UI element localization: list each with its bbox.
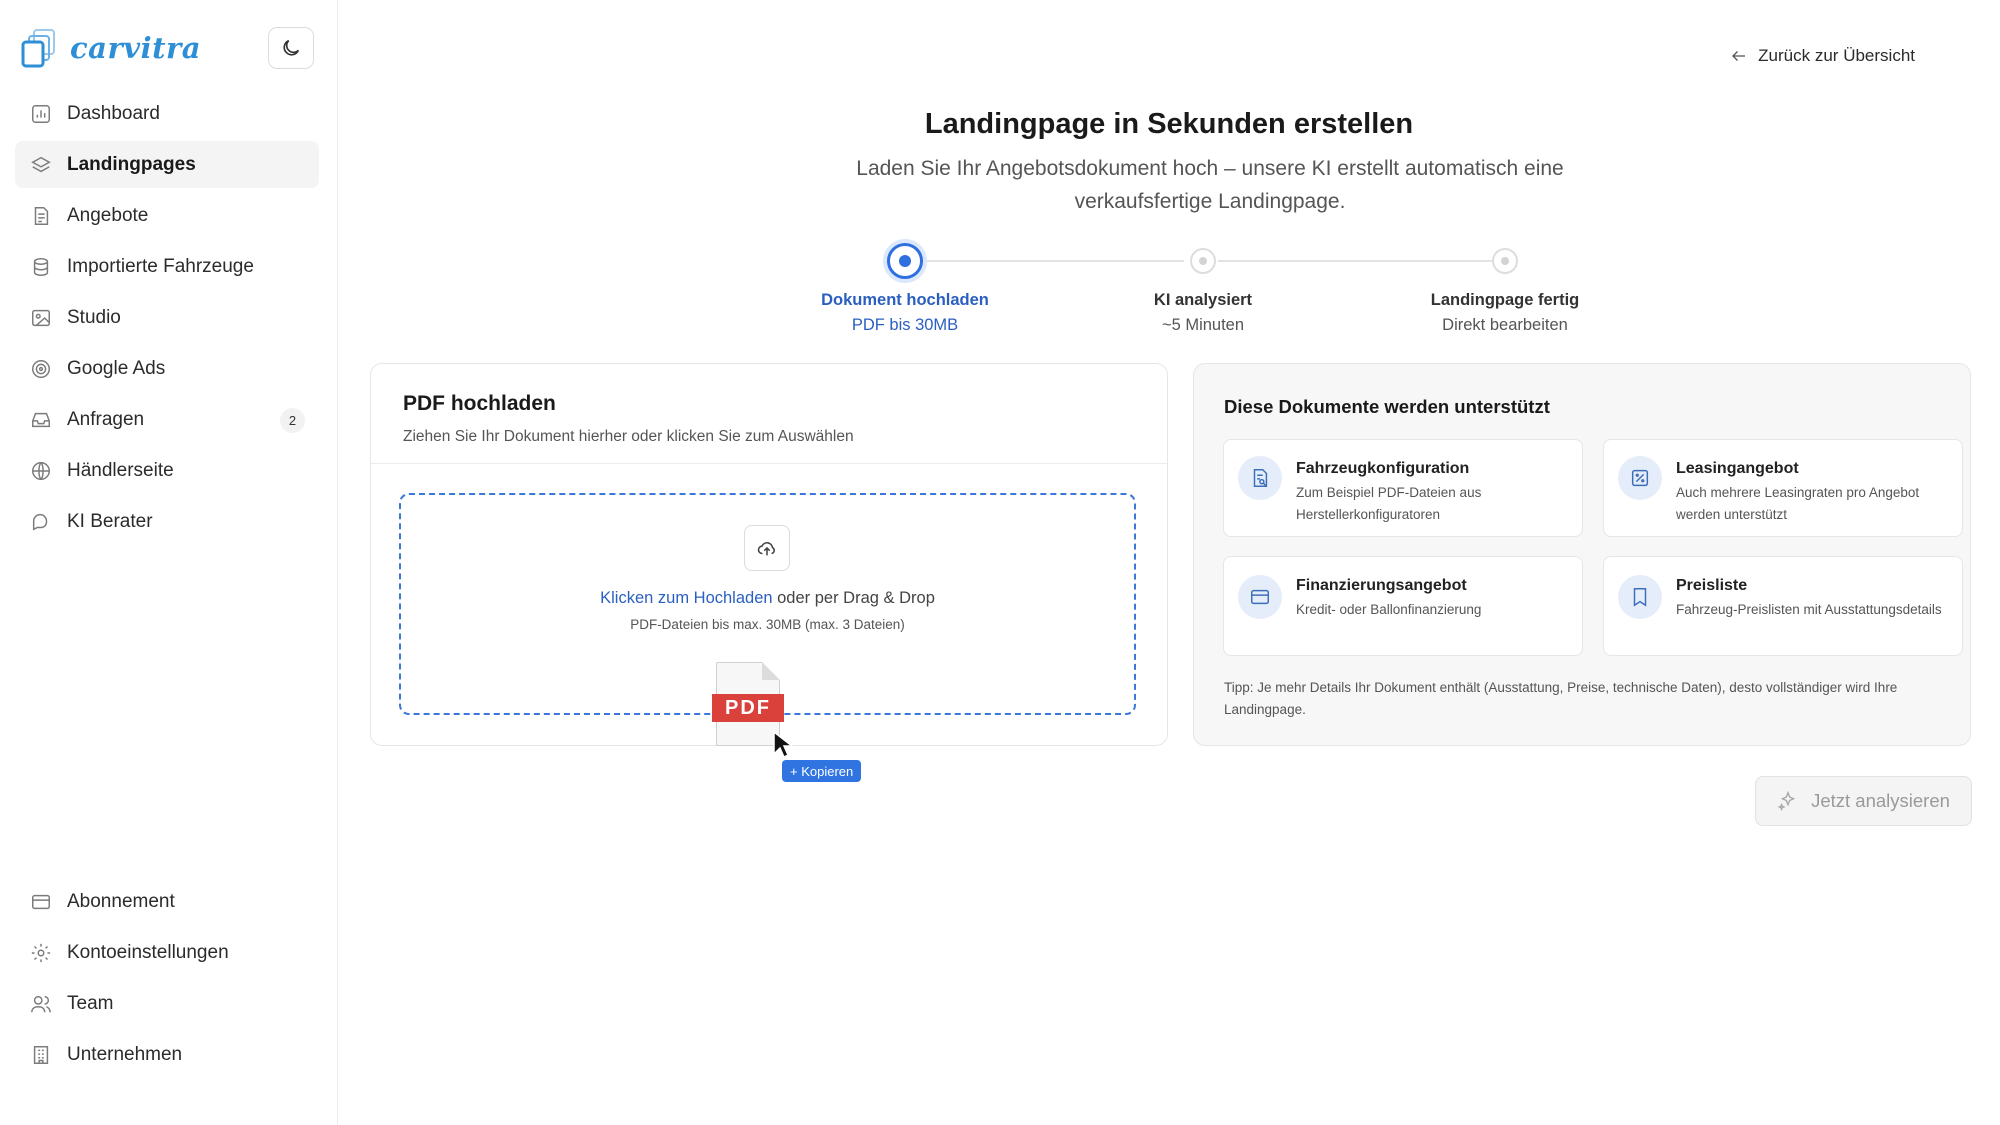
dragged-pdf-file [712, 660, 872, 780]
sidebar-item-team[interactable] [15, 980, 319, 1027]
step-3-label [1385, 291, 1625, 335]
step-connector [906, 260, 1184, 262]
anfragen-count-badge: 2 [280, 408, 305, 433]
doc-type-title: Finanzierungsangebot [1296, 577, 1467, 594]
document-icon [29, 204, 53, 228]
sidebar-item-ki-berater[interactable] [15, 498, 319, 545]
sidebar-nav [15, 90, 319, 549]
sidebar-item-unternehmen[interactable] [15, 1031, 319, 1078]
sidebar-item-label: Angebote [67, 204, 149, 226]
arrow-left-icon [1730, 47, 1748, 65]
doc-type-fahrzeugkonfiguration [1223, 439, 1583, 537]
sidebar-item-anfragen[interactable] [15, 396, 319, 443]
brand[interactable] [20, 26, 201, 70]
sidebar-item-abonnement[interactable] [15, 878, 319, 925]
upload-card-description: Ziehen Sie Ihr Dokument hierher oder klicken Sie zum Auswählen [403, 428, 854, 445]
sidebar-item-label: Team [67, 992, 114, 1014]
click-to-upload-link[interactable]: Klicken zum Hochladen [600, 589, 773, 607]
sidebar-item-label: Dashboard [67, 102, 160, 124]
sidebar-item-landingpages[interactable] [15, 141, 319, 188]
drag-drop-text: oder per Drag & Drop [772, 589, 935, 607]
upload-card-title: PDF hochladen [403, 392, 556, 415]
back-link-label: Zurück zur Übersicht [1758, 46, 1915, 65]
inbox-icon [29, 408, 53, 432]
users-icon [29, 992, 53, 1016]
step-title: Landingpage fertig [1430, 291, 1580, 309]
sidebar-item-label: KI Berater [67, 510, 153, 532]
sidebar-item-label: Importierte Fahrzeuge [67, 255, 254, 277]
progress-stepper [780, 244, 1640, 344]
upload-cloud-icon [744, 525, 790, 571]
gear-icon [29, 941, 53, 965]
page-subtitle: Laden Sie Ihr Angebotsdokument hoch – unsere KI erstellt automatisch eine verkaufsfertige Landingpage. [856, 157, 1564, 213]
credit-card-icon [1238, 575, 1282, 619]
page-title: Landingpage in Sekunden erstellen [924, 108, 1414, 140]
step-2-label [1083, 291, 1323, 335]
dropzone-hint: PDF-Dateien bis max. 30MB (max. 3 Dateien) [630, 617, 905, 632]
database-icon [29, 255, 53, 279]
copy-drop-badge: + Kopieren [782, 760, 861, 782]
sidebar-item-importierte-fahrzeuge[interactable] [15, 243, 319, 290]
chart-bar-icon [29, 102, 53, 126]
mouse-pointer-icon [772, 730, 794, 760]
step-2-indicator [1190, 248, 1216, 274]
analyze-button-label: Jetzt analysieren [1811, 790, 1950, 811]
sidebar-item-angebote[interactable] [15, 192, 319, 239]
back-to-overview-link[interactable] [1730, 46, 1915, 66]
doc-type-preisliste [1603, 556, 1963, 656]
step-1-indicator [887, 243, 923, 279]
carvitra-logo-icon [20, 26, 60, 70]
image-icon [29, 306, 53, 330]
moon-icon [280, 37, 302, 59]
dark-mode-toggle-button[interactable] [268, 27, 314, 69]
sidebar-item-label: Google Ads [67, 357, 166, 379]
doc-type-finanzierungsangebot [1223, 556, 1583, 656]
step-subtitle: Direkt bearbeiten [1442, 316, 1568, 334]
supported-documents-card [1193, 363, 1971, 746]
bookmark-icon [1618, 575, 1662, 619]
sidebar-item-dashboard[interactable] [15, 90, 319, 137]
step-title: Dokument hochladen [821, 291, 989, 309]
brand-name: carvitra [70, 31, 202, 65]
step-connector [1218, 260, 1502, 262]
sidebar-item-label: Unternehmen [67, 1043, 183, 1065]
doc-type-description: Auch mehrere Leasingraten pro Angebot werden unterstützt [1676, 485, 1920, 522]
sidebar-item-label: Landingpages [67, 153, 196, 175]
sidebar-item-google-ads[interactable] [15, 345, 319, 392]
sidebar-item-label: Kontoeinstellungen [67, 941, 229, 963]
sparkles-icon [1777, 790, 1799, 812]
step-subtitle: ~5 Minuten [1161, 316, 1245, 334]
layers-icon [29, 153, 53, 177]
analyze-button[interactable] [1755, 776, 1972, 826]
sidebar-item-label: Händlerseite [67, 459, 174, 481]
doc-type-leasingangebot [1603, 439, 1963, 537]
doc-type-description: Zum Beispiel PDF-Dateien aus Herstellerkonfiguratoren [1296, 485, 1482, 522]
sidebar-bottom-nav [15, 878, 319, 1082]
credit-card-icon [29, 890, 53, 914]
dropzone-instruction [401, 589, 1134, 608]
step-3-indicator [1492, 248, 1518, 274]
building-icon [29, 1043, 53, 1067]
doc-type-description: Fahrzeug-Preislisten mit Ausstattungsdetails [1676, 602, 1942, 617]
sidebar [0, 0, 338, 1125]
tip-text: Tipp: Je mehr Details Ihr Dokument enthält (Ausstattung, Preise, technische Daten), desto vollständiger wird Ihre Landingpage. [1224, 680, 1898, 717]
doc-type-title: Fahrzeugkonfiguration [1296, 460, 1470, 477]
globe-icon [29, 459, 53, 483]
sidebar-item-label: Studio [67, 306, 121, 328]
supported-documents-title: Diese Dokumente werden unterstützt [1224, 396, 1550, 417]
chat-icon [29, 510, 53, 534]
step-title: KI analysiert [1153, 291, 1253, 309]
doc-type-title: Preisliste [1676, 577, 1748, 594]
document-search-icon [1238, 456, 1282, 500]
sidebar-item-label: Abonnement [67, 890, 175, 912]
step-1-label [785, 291, 1025, 335]
sidebar-item-haendlerseite[interactable] [15, 447, 319, 494]
step-subtitle: PDF bis 30MB [851, 316, 959, 334]
sidebar-item-kontoeinstellungen[interactable] [15, 929, 319, 976]
upload-card-header [371, 364, 1167, 464]
sidebar-item-label: Anfragen [67, 408, 145, 430]
doc-type-title: Leasingangebot [1676, 460, 1799, 477]
pdf-file-label: PDF [712, 694, 784, 722]
percent-icon [1618, 456, 1662, 500]
doc-type-description: Kredit- oder Ballonfinanzierung [1296, 602, 1482, 617]
sidebar-item-studio[interactable] [15, 294, 319, 341]
target-icon [29, 357, 53, 381]
